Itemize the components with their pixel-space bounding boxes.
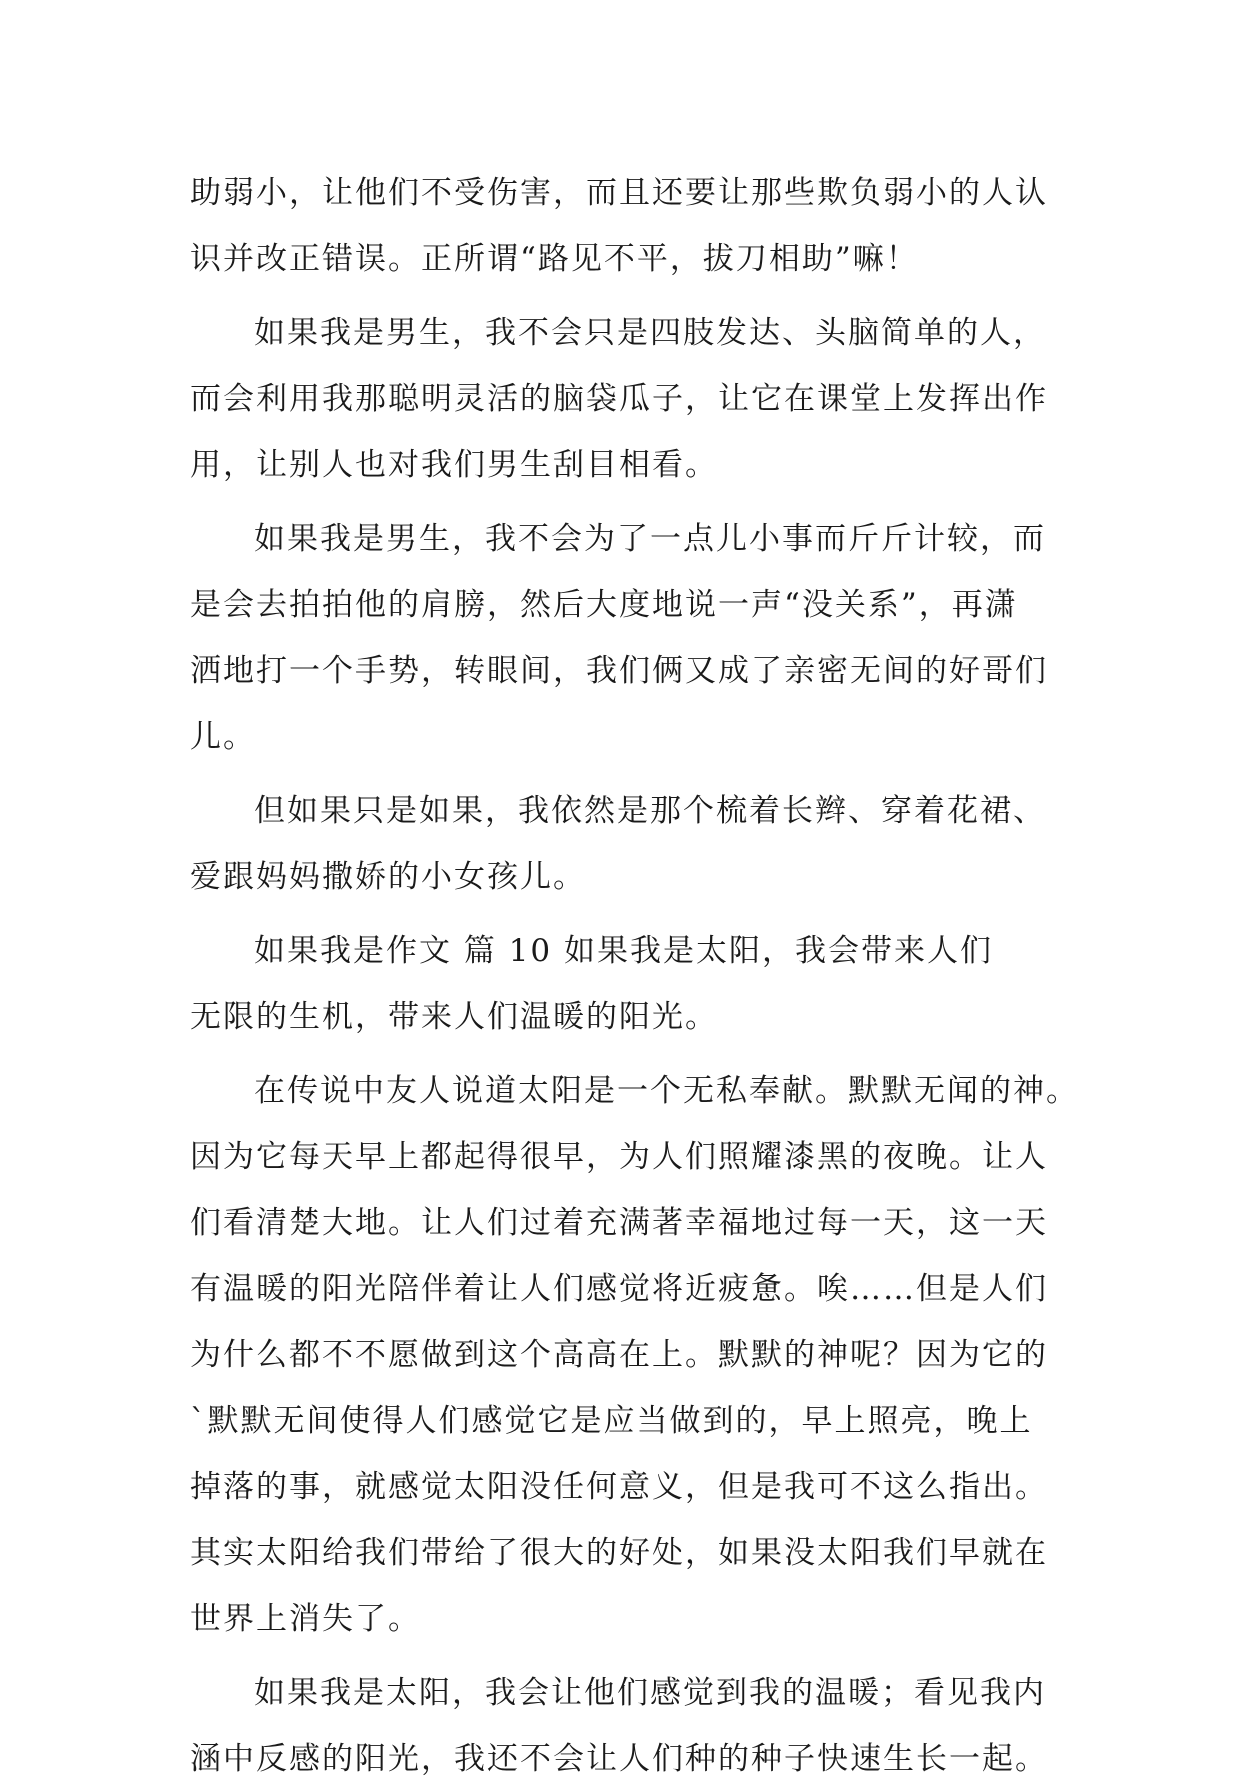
text-line: 世界上消失了。	[190, 1601, 421, 1637]
text-line: 其实太阳给我们带给了很大的好处，如果没太阳我们早就在	[190, 1535, 1048, 1571]
text-line: 无限的生机，带来人们温暖的阳光。	[190, 999, 718, 1035]
text-line: 洒地打一个手势，转眼间，我们俩又成了亲密无间的好哥们	[190, 653, 1048, 689]
section-heading-line: 如果我是作文 篇 10 如果我是太阳，我会带来人们	[254, 933, 994, 969]
text-line: 儿。	[190, 719, 256, 755]
paragraph-first-line: 如果我是太阳，我会让他们感觉到我的温暖；看见我内	[254, 1675, 1046, 1711]
text-line: 用，让别人也对我们男生刮目相看。	[190, 447, 718, 483]
text-line: `默默无间使得人们感觉它是应当做到的，早上照亮，晚上	[190, 1403, 1033, 1439]
text-line: 涵中反感的阳光，我还不会让人们种的种子快速生长一起。	[190, 1741, 1048, 1777]
paragraph-first-line: 如果我是男生，我不会只是四肢发达、头脑简单的人，	[254, 315, 1046, 351]
text-line: 爱跟妈妈撒娇的小女孩儿。	[190, 859, 586, 895]
paragraph-first-line: 但如果只是如果，我依然是那个梳着长辫、穿着花裙、	[254, 793, 1046, 829]
text-line: 识并改正错误。正所谓“路见不平，拔刀相助”嘛！	[190, 241, 919, 277]
text-line: 因为它每天早上都起得很早，为人们照耀漆黑的夜晚。让人	[190, 1139, 1048, 1175]
paragraph-first-line: 在传说中友人说道太阳是一个无私奉献。默默无闻的神。	[254, 1073, 1079, 1109]
text-line: 为什么都不不愿做到这个高高在上。默默的神呢？因为它的	[190, 1337, 1048, 1373]
text-line: 是会去拍拍他的肩膀，然后大度地说一声“没关系”，再潇	[190, 587, 1018, 623]
text-line: 有温暖的阳光陪伴着让人们感觉将近疲惫。唉……但是人们	[190, 1271, 1048, 1307]
text-line: 助弱小，让他们不受伤害，而且还要让那些欺负弱小的人认	[190, 175, 1048, 211]
text-line: 们看清楚大地。让人们过着充满著幸福地过每一天，这一天	[190, 1205, 1048, 1241]
essay-body	[190, 160, 1079, 1792]
text-line: 掉落的事，就感觉太阳没任何意义，但是我可不这么指出。	[190, 1469, 1048, 1505]
text-line: 而会利用我那聪明灵活的脑袋瓜子，让它在课堂上发挥出作	[190, 381, 1048, 417]
paragraph-first-line: 如果我是男生，我不会为了一点儿小事而斤斤计较，而	[254, 521, 1046, 557]
